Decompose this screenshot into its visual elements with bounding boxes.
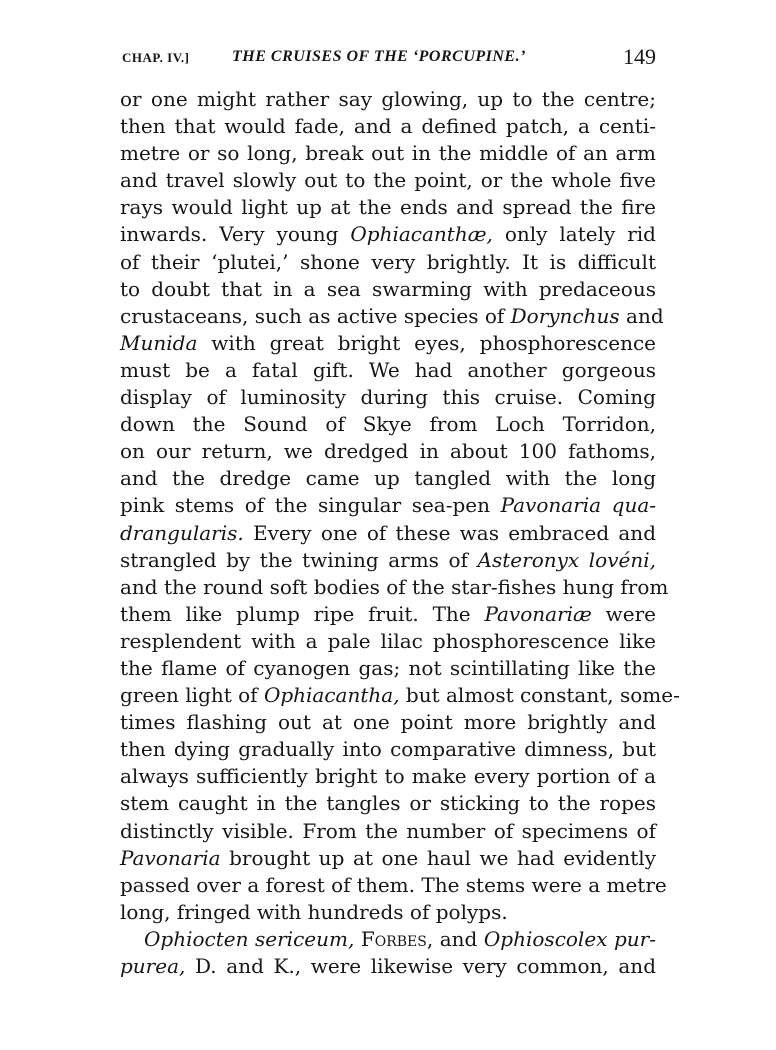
text-run: then dying gradually into comparative dimness, but: [120, 737, 656, 762]
text-line: [120, 818, 656, 845]
text-line: [120, 655, 656, 682]
text-run: crustaceans, such as active species of: [120, 303, 511, 328]
text-line: [120, 763, 656, 790]
text-run: and the dredge came up tangled with the long: [120, 466, 656, 491]
text-line: [120, 845, 656, 872]
text-run: or one might rather say glowing, up to the centre;: [120, 87, 656, 111]
text-run: and travel slowly out to the point, or the whole five: [120, 168, 656, 193]
text-line: [120, 872, 667, 899]
italic-term: Pavonaria: [120, 845, 221, 870]
italic-term: Asteronyx lovéni,: [477, 547, 656, 572]
text-run: with great bright eyes, phosphorescence: [197, 330, 656, 355]
text-run: must be a fatal gift. We had another gorgeous: [120, 357, 656, 382]
italic-term: drangularis.: [120, 520, 244, 545]
text-run: resplendent with a pale lilac phosphorescence like: [120, 628, 656, 653]
text-line: [120, 465, 656, 492]
text-run: distinctly visible. From the number of specimens of: [120, 818, 656, 843]
text-run: passed over a forest of them. The stems were a metre: [120, 872, 667, 897]
text-line: [120, 790, 656, 817]
text-line: [120, 953, 656, 980]
italic-term: Ophiacantha,: [263, 683, 400, 708]
text-line: [120, 709, 656, 736]
text-run: rays would light up at the ends and spread the fire: [120, 195, 656, 220]
text-run: of their ‘plutei,’ shone very brightly. It is difficult: [120, 249, 656, 274]
text-line: [120, 411, 656, 438]
text-run: green light of: [120, 683, 264, 708]
text-run: down the Sound of Skye from Loch Torridon,: [120, 412, 656, 437]
text-run: metre or so long, break out in the middle of an arm: [120, 141, 656, 166]
text-run: stem caught in the tangles or sticking to the ropes: [120, 791, 656, 816]
text-line: [120, 167, 656, 194]
text-run: strangled by the twining arms of: [120, 547, 478, 572]
text-run: on our return, we dredged in about 100 fathoms,: [120, 439, 656, 464]
text-line: [120, 736, 656, 763]
text-line: [120, 140, 656, 167]
text-run: times flashing out at one point more brightly and: [120, 710, 656, 735]
text-line: [120, 438, 656, 465]
italic-term: Dorynchus: [510, 303, 620, 328]
text-run: and: [619, 303, 664, 328]
text-run: then that would fade, and a defined patch, a centi-: [120, 114, 656, 139]
italic-term: Pavonaria qua-: [500, 493, 657, 518]
text-run: pink stems of the singular sea-pen: [120, 493, 501, 518]
text-run: only lately rid: [492, 222, 656, 247]
text-line: [120, 899, 656, 926]
text-run: brought up at one haul we had evidently: [220, 845, 656, 870]
text-line: [120, 601, 656, 628]
text-line: [120, 547, 656, 574]
chapter-label: CHAP. IV.]: [122, 50, 190, 65]
text-run: were: [591, 601, 657, 626]
text-run: D. and K., were likewise very common, and: [185, 954, 656, 978]
text-line: [120, 574, 669, 601]
text-run: long, fringed with hundreds of polyps.: [120, 899, 508, 924]
text-run: display of luminosity during this cruise. Coming: [120, 385, 656, 410]
text-line: [120, 926, 656, 953]
text-line: [120, 276, 656, 303]
text-line: [120, 86, 656, 113]
body-text: [120, 86, 680, 980]
italic-term: purea,: [120, 954, 186, 978]
italic-term: Pavonariæ: [484, 601, 592, 626]
text-run: and the round soft bodies of the star-fishes hung from: [120, 574, 669, 599]
italic-term: Ophiacanthæ,: [350, 222, 493, 247]
italic-term: Munida: [120, 330, 198, 355]
text-line: [120, 628, 656, 655]
text-run: Every one of these was embraced and: [243, 520, 656, 545]
text-run: them like plump ripe fruit. The: [120, 601, 485, 626]
italic-term: Ophioscolex pur-: [483, 926, 656, 951]
text-run: to doubt that in a sea swarming with predaceous: [120, 276, 656, 301]
italic-term: Ophiocten sericeum,: [144, 926, 355, 951]
text-line: [120, 303, 664, 330]
text-run: inwards. Very young: [120, 222, 351, 247]
text-run: but almost constant, some-: [399, 683, 680, 708]
author-name: Forbes,: [360, 926, 434, 951]
text-run: and: [433, 926, 484, 951]
text-line: [120, 249, 656, 276]
text-line: [120, 357, 656, 384]
running-title: THE CRUISES OF THE ‘PORCUPINE.’: [232, 48, 526, 65]
text-line: [120, 682, 680, 709]
text-line: [120, 384, 656, 411]
page-number: 149: [623, 44, 656, 69]
text-line: [120, 330, 656, 357]
text-line: [120, 492, 656, 519]
text-line: [120, 221, 656, 248]
text-run: the flame of cyanogen gas; not scintillating like the: [120, 655, 656, 680]
text-line: [120, 194, 656, 221]
text-line: [120, 520, 656, 547]
running-head: [122, 44, 656, 76]
text-line: [120, 113, 656, 140]
text-run: always sufficiently bright to make every portion of a: [120, 764, 656, 789]
